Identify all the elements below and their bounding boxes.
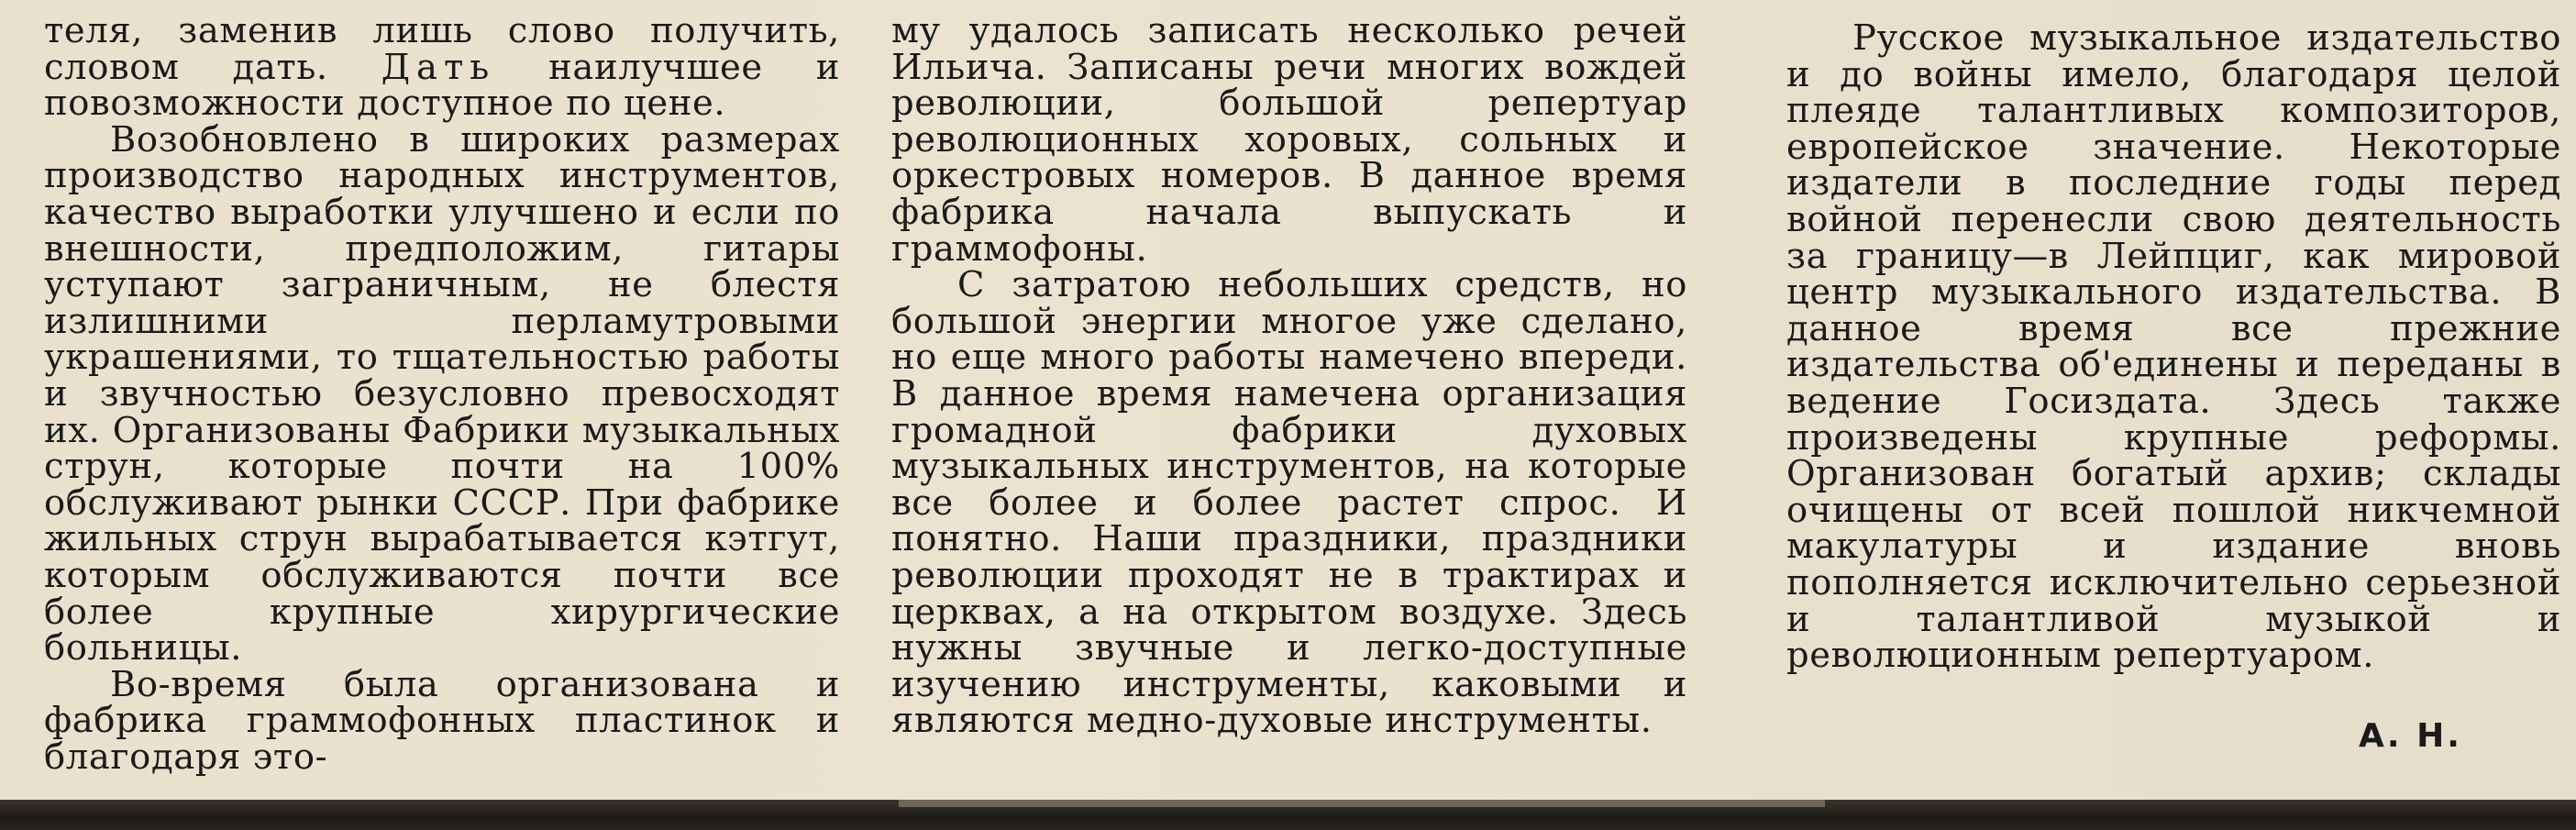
emphasized-word: Дать [381, 46, 496, 88]
paragraph-text: теля, заменив лишь слово получить, словом дать. [44, 10, 840, 88]
page-edge-strip [899, 800, 1825, 807]
article-column-2 [891, 10, 1687, 742]
article-column-3 [1786, 17, 2561, 677]
author-signature: А. Н. [2359, 717, 2462, 755]
paragraph: Русское музыкальное издательство и до войны имело, благодаря целой плеяде талантливых композиторов, европейское значение. Некоторые издатели в последние годы перед войной перенесли свою деятельность за границу—в Лейпциг, как мировой центр музыкального издательства. В данное время все прежние издательства об'единены и переданы в ведение Госиздата. Здесь также произведены крупные реформы. Организован богатый архив; склады очищены от всей пошлой никчемной макулатуры и издание вновь пополняется исключительно серьезной и талантливой музыкой и революционным репертуаром. [1786, 17, 2561, 677]
page-bottom-edge [0, 800, 2576, 830]
article-column-1 [44, 10, 840, 778]
paragraph: му удалось записать несколько речей Ильича. Записаны речи многих вождей революции, большой репертуар революционных хоровых, сольных и оркестровых номеров. В данное время фабрика начала выпускать и граммофоны. [891, 10, 1687, 270]
paragraph: С затратою небольших средств, но большой энергии многое уже сделано, но еще много работы намечено впереди. В данное время намечена организация громадной фабрики духовых музыкальных инструментов, на которые все более и более растет спрос. И понятно. Наши праздники, праздники революции проходят не в трактирах и церквах, а на открытом воздухе. Здесь нужны звучные и легко-доступные изучению инструменты, каковыми и являются медно-духовые инструменты. [891, 264, 1687, 742]
paragraph: Во-время была организована и фабрика граммофонных пластинок и благодаря это- [44, 663, 840, 778]
paragraph [44, 10, 840, 125]
paragraph-text: наилучшее и повозможности доступное по цене. [44, 46, 840, 125]
paragraph: Возобновлено в широких размерах производство народных инструментов, качество выработки улучшено и если по внешности, предположим, гитары уступают заграничным, не блестя излишними перламутровыми украшениями, то тщательностью работы и звучностью безусловно превосходят их. Организованы Фабрики музыкальных струн, которые почти на 100% обслуживают рынки СССР. При фабрике жильных струн вырабатывается кэтгут, которым обслуживаются почти все более крупные хирургические больницы. [44, 118, 840, 670]
